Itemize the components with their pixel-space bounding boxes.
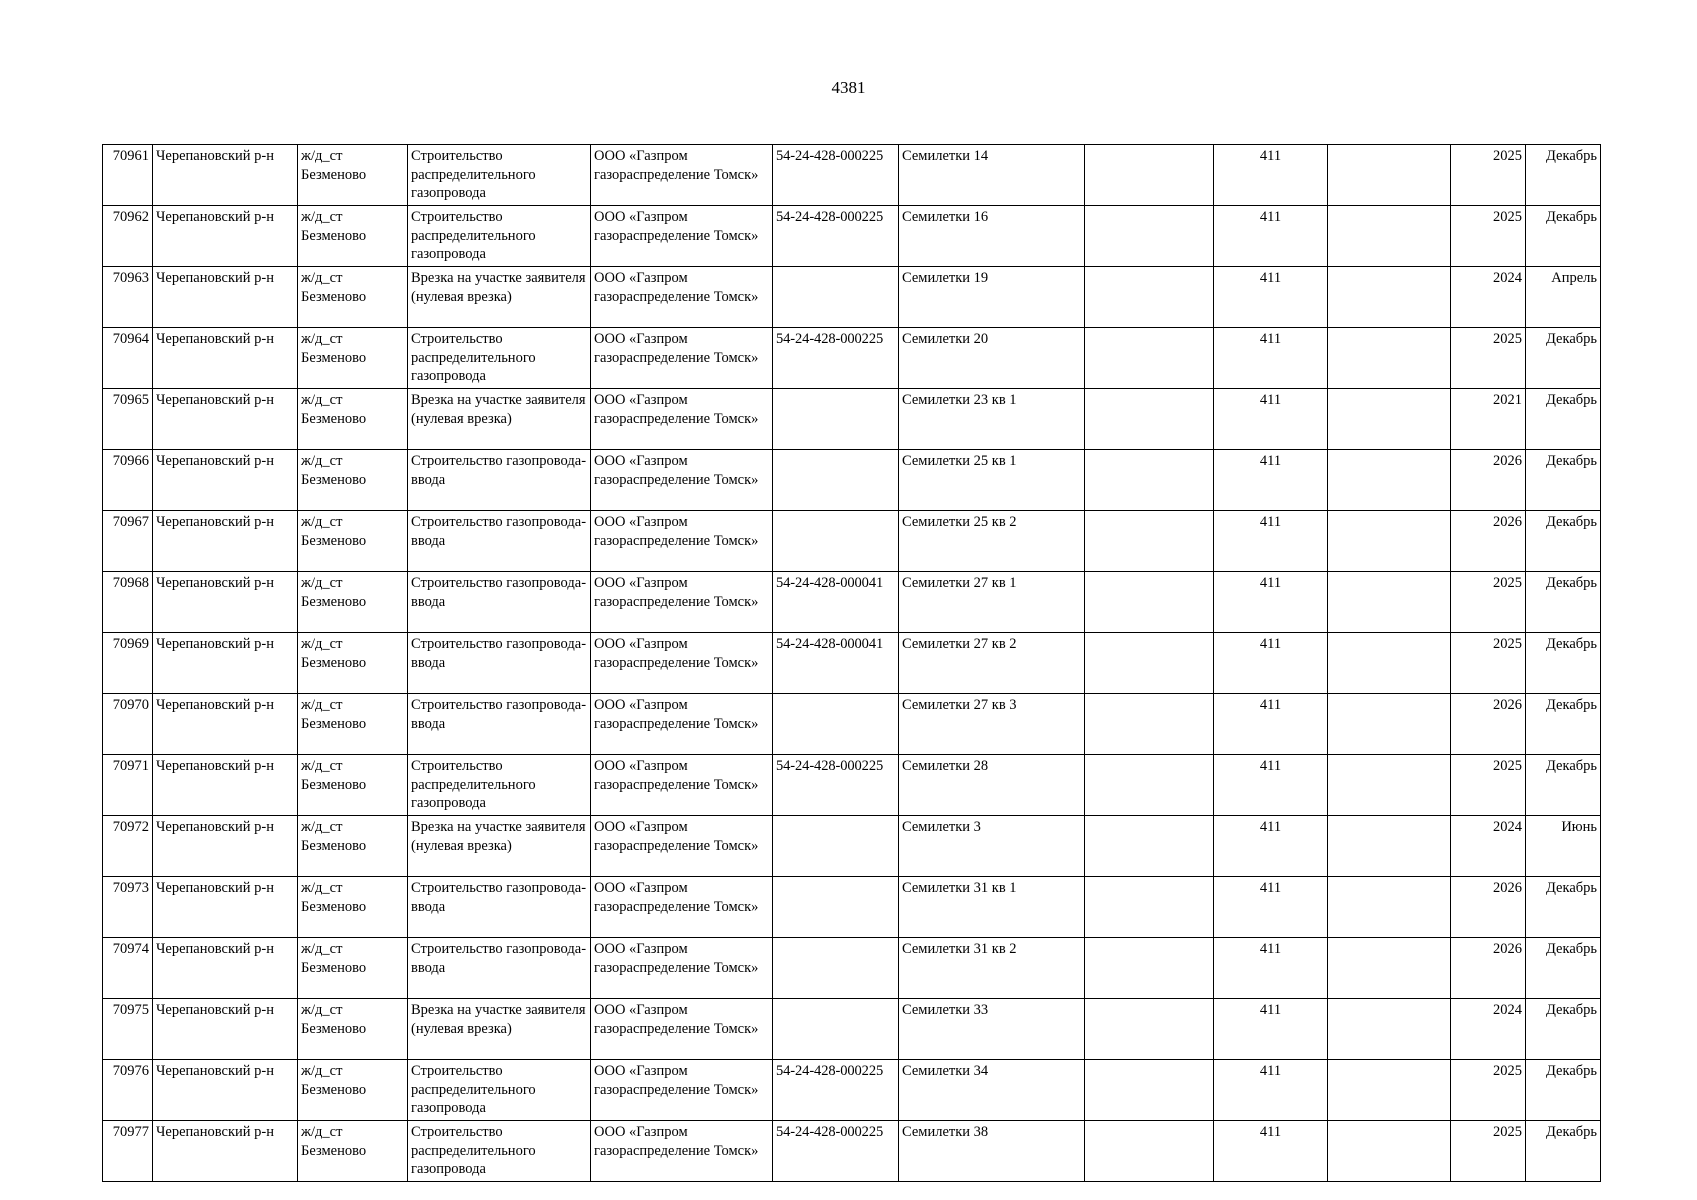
empty-cell [1085,389,1214,450]
month-cell: Апрель [1526,267,1601,328]
month-cell: Декабрь [1526,633,1601,694]
month-cell: Декабрь [1526,511,1601,572]
cadastral-number-cell: 54-24-428-000041 [773,633,899,694]
empty-cell [1328,755,1451,816]
empty-cell [1085,511,1214,572]
cadastral-number-cell: 54-24-428-000225 [773,1121,899,1182]
address-cell: Семилетки 14 [899,145,1085,206]
empty-cell [1085,816,1214,877]
work-type-cell: Строительство газопровода-ввода [408,938,591,999]
district-cell: Черепановский р-н [153,389,298,450]
work-type-cell: Строительство газопровода-ввода [408,633,591,694]
organization-cell: ООО «Газпром газораспределение Томск» [591,450,773,511]
work-type-cell: Строительство газопровода-ввода [408,511,591,572]
organization-cell: ООО «Газпром газораспределение Томск» [591,145,773,206]
cadastral-number-cell [773,877,899,938]
row-number: 70963 [103,267,153,328]
row-number: 70975 [103,999,153,1060]
row-number: 70965 [103,389,153,450]
organization-cell: ООО «Газпром газораспределение Томск» [591,938,773,999]
district-cell: Черепановский р-н [153,267,298,328]
settlement-cell: ж/д_ст Безменово [298,938,408,999]
year-cell: 2025 [1451,328,1526,389]
organization-cell: ООО «Газпром газораспределение Томск» [591,511,773,572]
month-cell: Декабрь [1526,145,1601,206]
empty-cell [1328,694,1451,755]
work-type-cell: Строительство газопровода-ввода [408,450,591,511]
work-type-cell: Врезка на участке заявителя (нулевая врезка) [408,389,591,450]
work-type-cell: Строительство распределительного газопровода [408,755,591,816]
empty-cell [1328,938,1451,999]
address-cell: Семилетки 38 [899,1121,1085,1182]
district-cell: Черепановский р-н [153,206,298,267]
district-cell: Черепановский р-н [153,877,298,938]
settlement-cell: ж/д_ст Безменово [298,328,408,389]
row-number: 70969 [103,633,153,694]
count-cell: 411 [1214,694,1328,755]
settlement-cell: ж/д_ст Безменово [298,877,408,938]
work-type-cell: Строительство газопровода-ввода [408,572,591,633]
work-type-cell: Строительство распределительного газопровода [408,1060,591,1121]
organization-cell: ООО «Газпром газораспределение Томск» [591,572,773,633]
month-cell: Декабрь [1526,572,1601,633]
settlement-cell: ж/д_ст Безменово [298,389,408,450]
empty-cell [1328,1121,1451,1182]
table-row [103,694,1601,755]
year-cell: 2026 [1451,511,1526,572]
empty-cell [1328,572,1451,633]
year-cell: 2026 [1451,694,1526,755]
year-cell: 2024 [1451,267,1526,328]
empty-cell [1328,328,1451,389]
work-type-cell: Врезка на участке заявителя (нулевая врезка) [408,999,591,1060]
settlement-cell: ж/д_ст Безменово [298,267,408,328]
organization-cell: ООО «Газпром газораспределение Томск» [591,1121,773,1182]
district-cell: Черепановский р-н [153,755,298,816]
table-row [103,633,1601,694]
count-cell: 411 [1214,145,1328,206]
settlement-cell: ж/д_ст Безменово [298,633,408,694]
year-cell: 2025 [1451,755,1526,816]
empty-cell [1328,816,1451,877]
table-row [103,1121,1601,1182]
count-cell: 411 [1214,938,1328,999]
work-type-cell: Строительство распределительного газопровода [408,1121,591,1182]
organization-cell: ООО «Газпром газораспределение Томск» [591,1060,773,1121]
year-cell: 2025 [1451,572,1526,633]
month-cell: Декабрь [1526,999,1601,1060]
address-cell: Семилетки 25 кв 1 [899,450,1085,511]
month-cell: Декабрь [1526,328,1601,389]
table-row [103,999,1601,1060]
cadastral-number-cell [773,999,899,1060]
organization-cell: ООО «Газпром газораспределение Томск» [591,999,773,1060]
settlement-cell: ж/д_ст Безменово [298,999,408,1060]
empty-cell [1328,633,1451,694]
empty-cell [1328,389,1451,450]
cadastral-number-cell: 54-24-428-000225 [773,206,899,267]
empty-cell [1085,572,1214,633]
work-type-cell: Врезка на участке заявителя (нулевая врезка) [408,267,591,328]
settlement-cell: ж/д_ст Безменово [298,450,408,511]
count-cell: 411 [1214,572,1328,633]
empty-cell [1085,938,1214,999]
address-cell: Семилетки 34 [899,1060,1085,1121]
table-row [103,267,1601,328]
address-cell: Семилетки 27 кв 1 [899,572,1085,633]
row-number: 70976 [103,1060,153,1121]
count-cell: 411 [1214,206,1328,267]
organization-cell: ООО «Газпром газораспределение Томск» [591,389,773,450]
address-cell: Семилетки 20 [899,328,1085,389]
table-row [103,816,1601,877]
row-number: 70968 [103,572,153,633]
row-number: 70974 [103,938,153,999]
table-row [103,206,1601,267]
year-cell: 2024 [1451,999,1526,1060]
empty-cell [1085,450,1214,511]
settlement-cell: ж/д_ст Безменово [298,206,408,267]
cadastral-number-cell: 54-24-428-000225 [773,145,899,206]
row-number: 70970 [103,694,153,755]
district-cell: Черепановский р-н [153,633,298,694]
cadastral-number-cell [773,267,899,328]
count-cell: 411 [1214,1060,1328,1121]
month-cell: Декабрь [1526,1060,1601,1121]
count-cell: 411 [1214,877,1328,938]
empty-cell [1085,694,1214,755]
year-cell: 2021 [1451,389,1526,450]
work-type-cell: Строительство распределительного газопровода [408,328,591,389]
address-cell: Семилетки 3 [899,816,1085,877]
row-number: 70964 [103,328,153,389]
month-cell: Декабрь [1526,1121,1601,1182]
cadastral-number-cell: 54-24-428-000225 [773,755,899,816]
district-cell: Черепановский р-н [153,816,298,877]
district-cell: Черепановский р-н [153,938,298,999]
empty-cell [1085,999,1214,1060]
empty-cell [1085,1060,1214,1121]
address-cell: Семилетки 16 [899,206,1085,267]
empty-cell [1085,1121,1214,1182]
district-cell: Черепановский р-н [153,1060,298,1121]
district-cell: Черепановский р-н [153,450,298,511]
row-number: 70967 [103,511,153,572]
work-type-cell: Строительство распределительного газопровода [408,145,591,206]
month-cell: Декабрь [1526,877,1601,938]
row-number: 70972 [103,816,153,877]
district-cell: Черепановский р-н [153,145,298,206]
empty-cell [1085,267,1214,328]
table-row [103,755,1601,816]
organization-cell: ООО «Газпром газораспределение Томск» [591,206,773,267]
cadastral-number-cell [773,694,899,755]
table-row [103,1060,1601,1121]
register-table [102,144,1601,1182]
empty-cell [1085,755,1214,816]
cadastral-number-cell [773,450,899,511]
empty-cell [1328,877,1451,938]
table-body [103,145,1601,1182]
row-number: 70962 [103,206,153,267]
month-cell: Декабрь [1526,206,1601,267]
count-cell: 411 [1214,267,1328,328]
year-cell: 2025 [1451,206,1526,267]
cadastral-number-cell [773,816,899,877]
address-cell: Семилетки 33 [899,999,1085,1060]
month-cell: Декабрь [1526,450,1601,511]
address-cell: Семилетки 31 кв 2 [899,938,1085,999]
settlement-cell: ж/д_ст Безменово [298,755,408,816]
table-row [103,938,1601,999]
year-cell: 2026 [1451,938,1526,999]
settlement-cell: ж/д_ст Безменово [298,145,408,206]
year-cell: 2026 [1451,877,1526,938]
address-cell: Семилетки 27 кв 2 [899,633,1085,694]
empty-cell [1085,328,1214,389]
month-cell: Июнь [1526,816,1601,877]
address-cell: Семилетки 28 [899,755,1085,816]
row-number: 70977 [103,1121,153,1182]
cadastral-number-cell: 54-24-428-000225 [773,1060,899,1121]
address-cell: Семилетки 23 кв 1 [899,389,1085,450]
table-row [103,389,1601,450]
work-type-cell: Врезка на участке заявителя (нулевая врезка) [408,816,591,877]
address-cell: Семилетки 27 кв 3 [899,694,1085,755]
empty-cell [1085,145,1214,206]
address-cell: Семилетки 25 кв 2 [899,511,1085,572]
district-cell: Черепановский р-н [153,1121,298,1182]
organization-cell: ООО «Газпром газораспределение Томск» [591,267,773,328]
settlement-cell: ж/д_ст Безменово [298,572,408,633]
page-number: 4381 [831,78,866,97]
count-cell: 411 [1214,389,1328,450]
empty-cell [1085,206,1214,267]
address-cell: Семилетки 31 кв 1 [899,877,1085,938]
table-row [103,511,1601,572]
organization-cell: ООО «Газпром газораспределение Томск» [591,755,773,816]
table-row [103,877,1601,938]
empty-cell [1085,877,1214,938]
empty-cell [1328,999,1451,1060]
row-number: 70961 [103,145,153,206]
settlement-cell: ж/д_ст Безменово [298,816,408,877]
count-cell: 411 [1214,755,1328,816]
table-row [103,450,1601,511]
row-number: 70966 [103,450,153,511]
empty-cell [1328,450,1451,511]
row-number: 70973 [103,877,153,938]
count-cell: 411 [1214,999,1328,1060]
count-cell: 411 [1214,633,1328,694]
year-cell: 2025 [1451,145,1526,206]
year-cell: 2025 [1451,1060,1526,1121]
cadastral-number-cell [773,389,899,450]
month-cell: Декабрь [1526,389,1601,450]
table-row [103,328,1601,389]
settlement-cell: ж/д_ст Безменово [298,694,408,755]
year-cell: 2025 [1451,1121,1526,1182]
year-cell: 2026 [1451,450,1526,511]
settlement-cell: ж/д_ст Безменово [298,511,408,572]
count-cell: 411 [1214,511,1328,572]
empty-cell [1085,633,1214,694]
table-row [103,145,1601,206]
district-cell: Черепановский р-н [153,511,298,572]
settlement-cell: ж/д_ст Безменово [298,1060,408,1121]
empty-cell [1328,206,1451,267]
work-type-cell: Строительство газопровода-ввода [408,877,591,938]
organization-cell: ООО «Газпром газораспределение Томск» [591,633,773,694]
empty-cell [1328,145,1451,206]
empty-cell [1328,511,1451,572]
count-cell: 411 [1214,328,1328,389]
cadastral-number-cell: 54-24-428-000041 [773,572,899,633]
year-cell: 2024 [1451,816,1526,877]
organization-cell: ООО «Газпром газораспределение Томск» [591,694,773,755]
address-cell: Семилетки 19 [899,267,1085,328]
work-type-cell: Строительство газопровода-ввода [408,694,591,755]
year-cell: 2025 [1451,633,1526,694]
month-cell: Декабрь [1526,694,1601,755]
count-cell: 411 [1214,1121,1328,1182]
cadastral-number-cell [773,511,899,572]
month-cell: Декабрь [1526,938,1601,999]
settlement-cell: ж/д_ст Безменово [298,1121,408,1182]
empty-cell [1328,1060,1451,1121]
district-cell: Черепановский р-н [153,572,298,633]
organization-cell: ООО «Газпром газораспределение Томск» [591,877,773,938]
district-cell: Черепановский р-н [153,694,298,755]
cadastral-number-cell [773,938,899,999]
table-row [103,572,1601,633]
district-cell: Черепановский р-н [153,328,298,389]
organization-cell: ООО «Газпром газораспределение Томск» [591,328,773,389]
count-cell: 411 [1214,450,1328,511]
organization-cell: ООО «Газпром газораспределение Томск» [591,816,773,877]
month-cell: Декабрь [1526,755,1601,816]
cadastral-number-cell: 54-24-428-000225 [773,328,899,389]
empty-cell [1328,267,1451,328]
work-type-cell: Строительство распределительного газопровода [408,206,591,267]
row-number: 70971 [103,755,153,816]
district-cell: Черепановский р-н [153,999,298,1060]
count-cell: 411 [1214,816,1328,877]
